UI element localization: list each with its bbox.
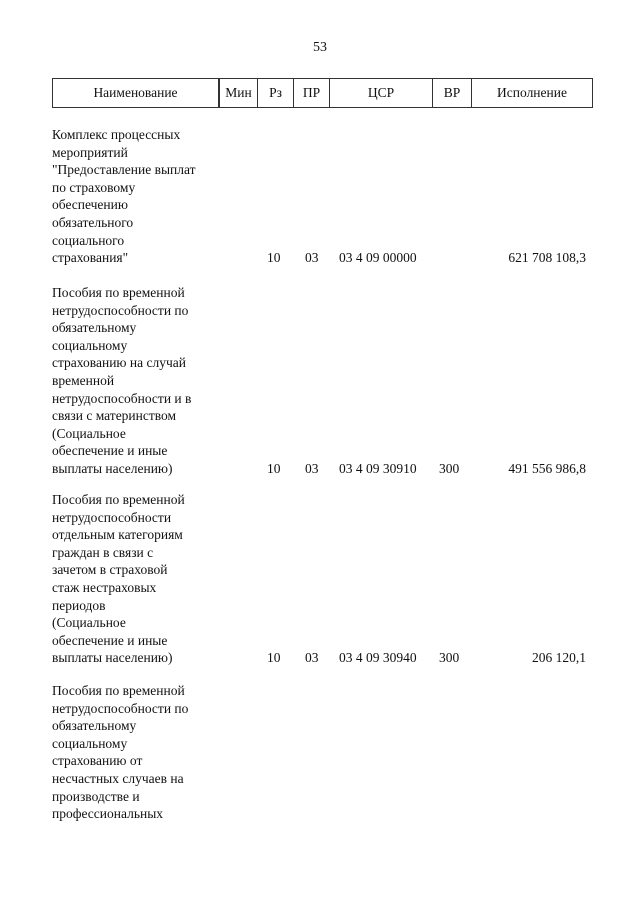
row-name: Пособия по временной нетрудоспособности по обязательному социальному страхованию на случай временной нетрудоспособности и в связи с материнством (Социальное обеспечение и иные выплаты населению) [52, 285, 192, 476]
row-pr: 03 [305, 650, 319, 665]
row-name: Пособия по временной нетрудоспособности отдельным категориям граждан в связи с зачетом в страховой стаж нестраховых периодов (Социальное обеспечение и иные выплаты населению) [52, 492, 185, 666]
row-rz: 10 [267, 250, 281, 265]
row-csr: 03 4 09 30910 [339, 461, 417, 476]
header-vr: ВР [433, 79, 472, 107]
header-min: Мин [220, 79, 258, 107]
header-csr: ЦСР [330, 79, 433, 107]
row-csr: 03 4 09 30940 [339, 650, 417, 665]
row-csr: 03 4 09 00000 [339, 250, 417, 265]
row-rz: 10 [267, 461, 281, 476]
page-number: 53 [313, 40, 327, 55]
row-vr: 300 [439, 650, 460, 665]
row-pr: 03 [305, 461, 319, 476]
row-isp: 621 708 108,3 [508, 250, 586, 265]
row-name: Комплекс процессных мероприятий "Предоставление выплат по страховому обеспечению обязательного социального страхования" [52, 127, 196, 266]
header-rz: Рз [258, 79, 294, 107]
row-isp: 491 556 986,8 [508, 461, 586, 476]
row-vr: 300 [439, 461, 460, 476]
row-name: Пособия по временной нетрудоспособности по обязательному социальному страхованию от несчастных случаев на производстве и профессиональных [52, 683, 189, 822]
row-rz: 10 [267, 650, 281, 665]
row-pr: 03 [305, 250, 319, 265]
header-pr: ПР [294, 79, 330, 107]
header-isp: Исполнение [497, 85, 567, 100]
header-name: Наименование [53, 79, 220, 107]
table-header [52, 78, 593, 108]
row-isp: 206 120,1 [532, 650, 586, 665]
